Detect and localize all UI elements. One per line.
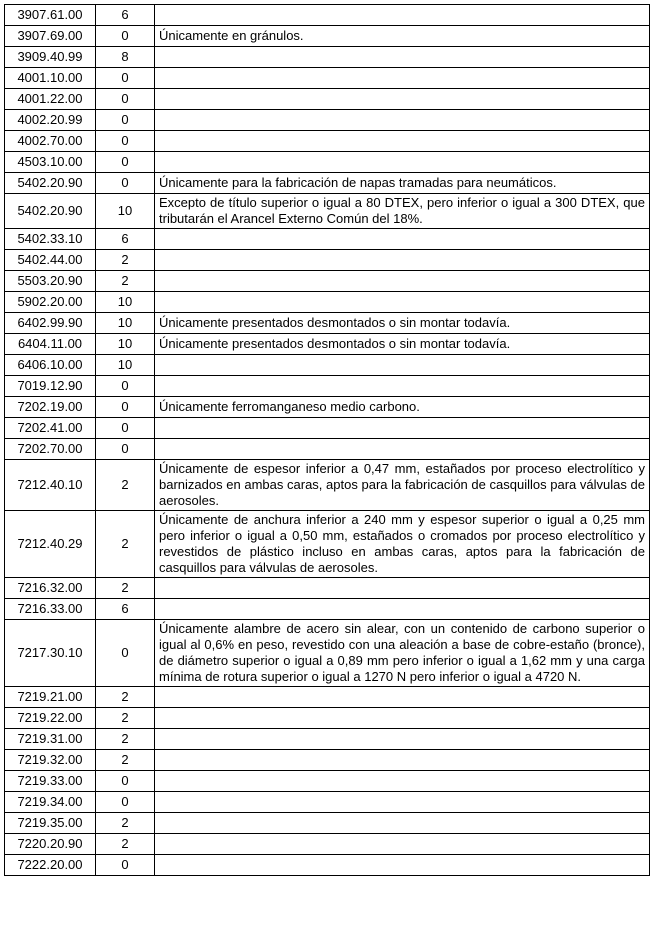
tariff-code-cell: 7216.33.00 bbox=[5, 599, 96, 620]
tariff-code-cell: 7219.34.00 bbox=[5, 792, 96, 813]
duty-rate-cell: 8 bbox=[96, 47, 155, 68]
table-row bbox=[5, 47, 650, 68]
tariff-code-cell: 7220.20.90 bbox=[5, 834, 96, 855]
tariff-code-cell: 6402.99.90 bbox=[5, 313, 96, 334]
tariff-code-cell: 6404.11.00 bbox=[5, 334, 96, 355]
tariff-table-body bbox=[5, 5, 650, 876]
observation-cell bbox=[155, 271, 650, 292]
observation-cell bbox=[155, 439, 650, 460]
duty-rate-cell: 2 bbox=[96, 250, 155, 271]
tariff-code-cell: 7202.19.00 bbox=[5, 397, 96, 418]
tariff-code-cell: 7212.40.29 bbox=[5, 511, 96, 578]
observation-cell bbox=[155, 599, 650, 620]
duty-rate-cell: 2 bbox=[96, 834, 155, 855]
tariff-code-cell: 7202.70.00 bbox=[5, 439, 96, 460]
table-row bbox=[5, 68, 650, 89]
tariff-code-cell: 7019.12.90 bbox=[5, 376, 96, 397]
duty-rate-cell: 0 bbox=[96, 792, 155, 813]
observation-cell: Únicamente ferromanganeso medio carbono. bbox=[155, 397, 650, 418]
table-row bbox=[5, 855, 650, 876]
duty-rate-cell: 0 bbox=[96, 620, 155, 687]
table-row bbox=[5, 313, 650, 334]
tariff-code-cell: 6406.10.00 bbox=[5, 355, 96, 376]
duty-rate-cell: 10 bbox=[96, 292, 155, 313]
tariff-code-cell: 7212.40.10 bbox=[5, 460, 96, 511]
table-row bbox=[5, 460, 650, 511]
table-row bbox=[5, 271, 650, 292]
table-row bbox=[5, 229, 650, 250]
table-row bbox=[5, 418, 650, 439]
table-row bbox=[5, 771, 650, 792]
duty-rate-cell: 2 bbox=[96, 750, 155, 771]
duty-rate-cell: 2 bbox=[96, 578, 155, 599]
table-row bbox=[5, 334, 650, 355]
observation-cell bbox=[155, 152, 650, 173]
duty-rate-cell: 0 bbox=[96, 26, 155, 47]
table-row bbox=[5, 194, 650, 229]
duty-rate-cell: 0 bbox=[96, 110, 155, 131]
duty-rate-cell: 2 bbox=[96, 687, 155, 708]
table-row bbox=[5, 511, 650, 578]
observation-cell bbox=[155, 813, 650, 834]
observation-cell bbox=[155, 292, 650, 313]
table-row bbox=[5, 792, 650, 813]
tariff-code-cell: 7219.21.00 bbox=[5, 687, 96, 708]
duty-rate-cell: 2 bbox=[96, 708, 155, 729]
tariff-code-cell: 5503.20.90 bbox=[5, 271, 96, 292]
table-row bbox=[5, 110, 650, 131]
observation-cell: Únicamente presentados desmontados o sin montar todavía. bbox=[155, 313, 650, 334]
duty-rate-cell: 0 bbox=[96, 855, 155, 876]
tariff-code-cell: 7202.41.00 bbox=[5, 418, 96, 439]
duty-rate-cell: 2 bbox=[96, 271, 155, 292]
tariff-code-cell: 4001.10.00 bbox=[5, 68, 96, 89]
observation-cell bbox=[155, 855, 650, 876]
observation-cell bbox=[155, 418, 650, 439]
observation-cell bbox=[155, 771, 650, 792]
tariff-code-cell: 7219.33.00 bbox=[5, 771, 96, 792]
table-row bbox=[5, 5, 650, 26]
observation-cell bbox=[155, 47, 650, 68]
tariff-table bbox=[4, 4, 650, 876]
table-row bbox=[5, 578, 650, 599]
observation-cell bbox=[155, 68, 650, 89]
duty-rate-cell: 0 bbox=[96, 89, 155, 110]
duty-rate-cell: 0 bbox=[96, 173, 155, 194]
table-row bbox=[5, 152, 650, 173]
table-row bbox=[5, 376, 650, 397]
observation-cell: Únicamente en gránulos. bbox=[155, 26, 650, 47]
table-row bbox=[5, 131, 650, 152]
tariff-code-cell: 5402.33.10 bbox=[5, 229, 96, 250]
duty-rate-cell: 0 bbox=[96, 376, 155, 397]
tariff-code-cell: 5402.44.00 bbox=[5, 250, 96, 271]
tariff-code-cell: 3907.69.00 bbox=[5, 26, 96, 47]
observation-cell bbox=[155, 792, 650, 813]
observation-cell bbox=[155, 834, 650, 855]
tariff-code-cell: 7219.32.00 bbox=[5, 750, 96, 771]
tariff-code-cell: 7219.22.00 bbox=[5, 708, 96, 729]
table-row bbox=[5, 355, 650, 376]
duty-rate-cell: 2 bbox=[96, 729, 155, 750]
tariff-code-cell: 3909.40.99 bbox=[5, 47, 96, 68]
duty-rate-cell: 0 bbox=[96, 439, 155, 460]
tariff-code-cell: 4503.10.00 bbox=[5, 152, 96, 173]
tariff-code-cell: 4002.70.00 bbox=[5, 131, 96, 152]
observation-cell bbox=[155, 750, 650, 771]
observation-cell bbox=[155, 250, 650, 271]
table-row bbox=[5, 397, 650, 418]
table-row bbox=[5, 292, 650, 313]
tariff-code-cell: 5902.20.00 bbox=[5, 292, 96, 313]
table-row bbox=[5, 620, 650, 687]
table-row bbox=[5, 687, 650, 708]
duty-rate-cell: 0 bbox=[96, 152, 155, 173]
observation-cell bbox=[155, 355, 650, 376]
duty-rate-cell: 10 bbox=[96, 355, 155, 376]
tariff-code-cell: 5402.20.90 bbox=[5, 173, 96, 194]
observation-cell bbox=[155, 229, 650, 250]
observation-cell bbox=[155, 131, 650, 152]
duty-rate-cell: 0 bbox=[96, 68, 155, 89]
tariff-code-cell: 7219.31.00 bbox=[5, 729, 96, 750]
table-row bbox=[5, 89, 650, 110]
tariff-code-cell: 5402.20.90 bbox=[5, 194, 96, 229]
duty-rate-cell: 10 bbox=[96, 194, 155, 229]
table-row bbox=[5, 750, 650, 771]
table-row bbox=[5, 813, 650, 834]
table-row bbox=[5, 708, 650, 729]
tariff-code-cell: 4002.20.99 bbox=[5, 110, 96, 131]
duty-rate-cell: 6 bbox=[96, 229, 155, 250]
duty-rate-cell: 2 bbox=[96, 813, 155, 834]
duty-rate-cell: 0 bbox=[96, 397, 155, 418]
tariff-code-cell: 7222.20.00 bbox=[5, 855, 96, 876]
table-row bbox=[5, 439, 650, 460]
tariff-code-cell: 7216.32.00 bbox=[5, 578, 96, 599]
observation-cell bbox=[155, 708, 650, 729]
tariff-code-cell: 3907.61.00 bbox=[5, 5, 96, 26]
observation-cell: Únicamente de espesor inferior a 0,47 mm, estañados por proceso electrolítico y barnizados en ambas caras, aptos para la fabricación de casquillos para válvulas de aerosoles. bbox=[155, 460, 650, 511]
observation-cell bbox=[155, 5, 650, 26]
observation-cell bbox=[155, 729, 650, 750]
observation-cell bbox=[155, 110, 650, 131]
table-row bbox=[5, 729, 650, 750]
table-row bbox=[5, 26, 650, 47]
tariff-code-cell: 4001.22.00 bbox=[5, 89, 96, 110]
observation-cell: Excepto de título superior o igual a 80 DTEX, pero inferior o igual a 300 DTEX, que tributarán el Arancel Externo Común del 18%. bbox=[155, 194, 650, 229]
duty-rate-cell: 6 bbox=[96, 5, 155, 26]
observation-cell bbox=[155, 578, 650, 599]
duty-rate-cell: 10 bbox=[96, 313, 155, 334]
observation-cell: Únicamente para la fabricación de napas tramadas para neumáticos. bbox=[155, 173, 650, 194]
duty-rate-cell: 2 bbox=[96, 460, 155, 511]
tariff-code-cell: 7219.35.00 bbox=[5, 813, 96, 834]
observation-cell bbox=[155, 687, 650, 708]
duty-rate-cell: 0 bbox=[96, 418, 155, 439]
observation-cell: Únicamente de anchura inferior a 240 mm y espesor superior o igual a 0,25 mm pero inferior o igual a 0,50 mm, estañados o cromados por proceso electrolítico y revestidos de plástico incluso en ambas caras, aptos para la fabricación de casquillos para válvulas de aerosoles. bbox=[155, 511, 650, 578]
observation-cell: Únicamente presentados desmontados o sin montar todavía. bbox=[155, 334, 650, 355]
duty-rate-cell: 0 bbox=[96, 131, 155, 152]
observation-cell: Únicamente alambre de acero sin alear, con un contenido de carbono superior o igual al 0,6% en peso, revestido con una aleación a base de cobre-estaño (bronce), de diámetro superior o igual a 0,89 mm pero inferior o igual a 1,62 mm y una carga mínima de rotura superior o igual a 1270 N pero inferior o igual a 4720 N. bbox=[155, 620, 650, 687]
duty-rate-cell: 6 bbox=[96, 599, 155, 620]
duty-rate-cell: 0 bbox=[96, 771, 155, 792]
tariff-code-cell: 7217.30.10 bbox=[5, 620, 96, 687]
table-row bbox=[5, 834, 650, 855]
duty-rate-cell: 2 bbox=[96, 511, 155, 578]
table-row bbox=[5, 250, 650, 271]
observation-cell bbox=[155, 376, 650, 397]
duty-rate-cell: 10 bbox=[96, 334, 155, 355]
observation-cell bbox=[155, 89, 650, 110]
table-row bbox=[5, 599, 650, 620]
table-row bbox=[5, 173, 650, 194]
